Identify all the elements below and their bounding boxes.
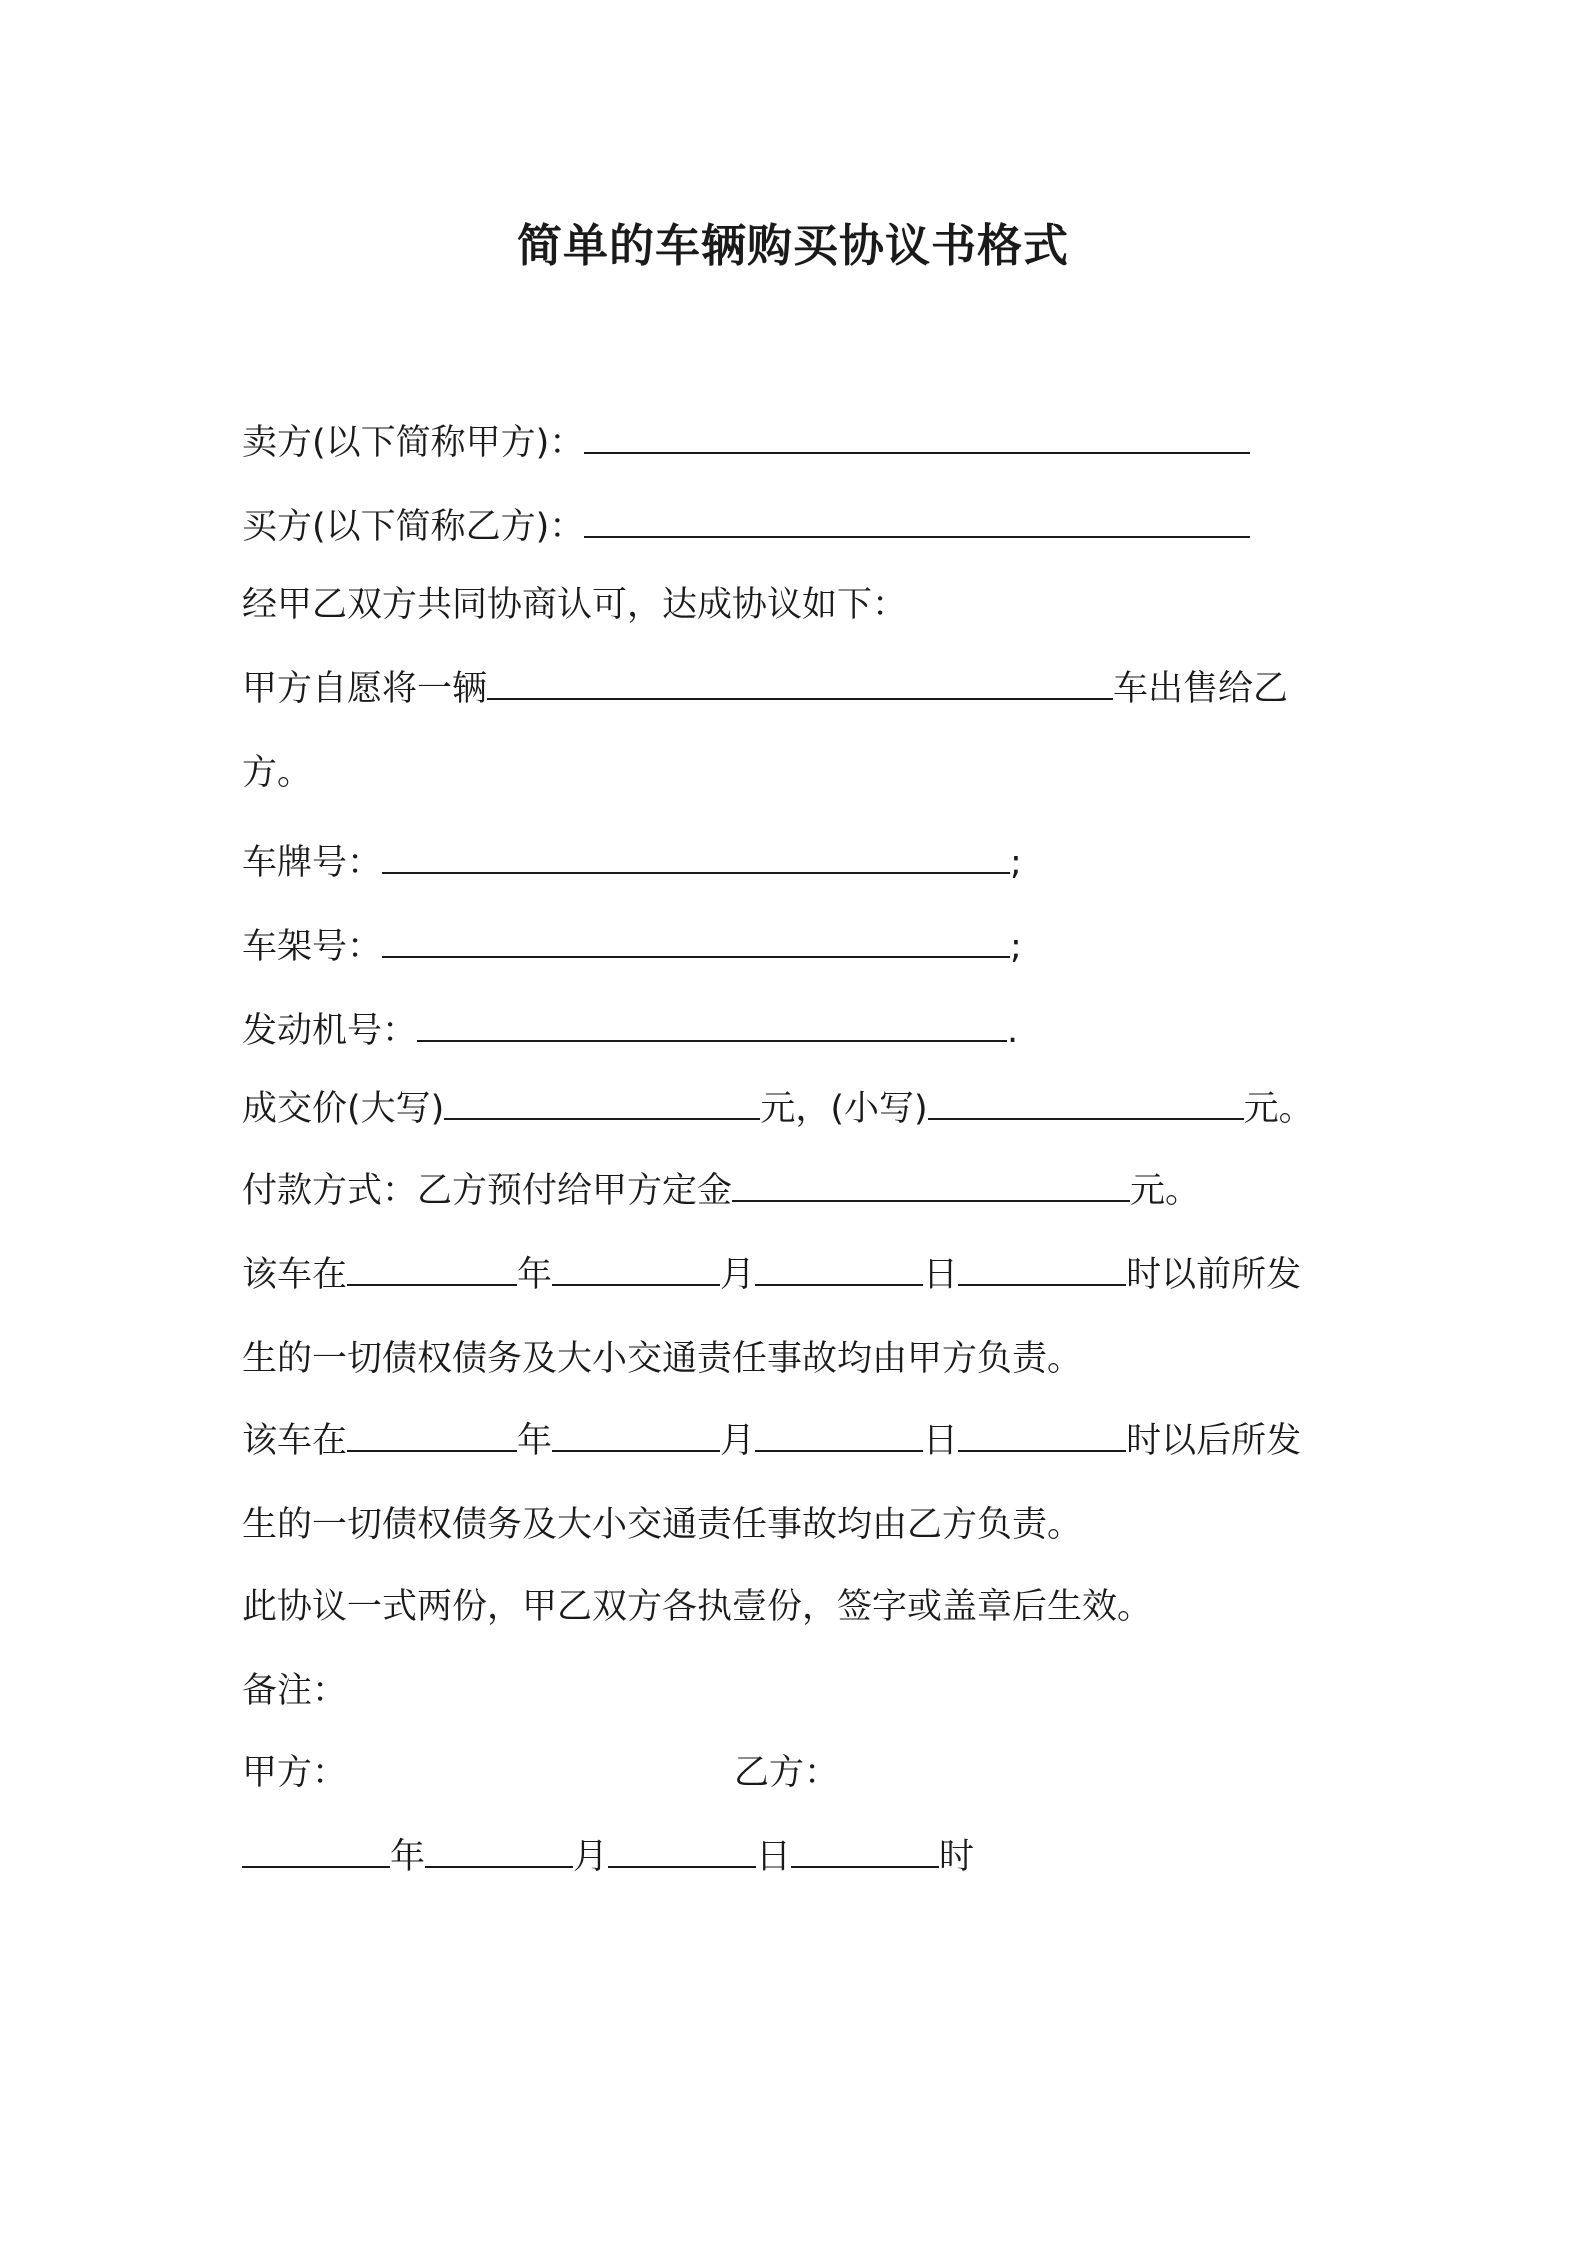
party-b-label: 乙方：	[734, 1753, 840, 1793]
before-day-blank[interactable]	[755, 1250, 923, 1286]
price-upper-blank[interactable]	[444, 1084, 760, 1120]
payment-end: 元。	[1130, 1171, 1201, 1211]
before-line	[242, 1250, 1301, 1300]
sign-day-blank[interactable]	[608, 1832, 756, 1868]
day-label: 日	[756, 1837, 792, 1877]
plate-blank[interactable]	[382, 838, 1010, 874]
price-lower-blank[interactable]	[928, 1084, 1244, 1120]
day-label: 日	[923, 1421, 959, 1461]
party-a-label: 甲方：	[242, 1753, 348, 1793]
after-suffix: 时以后所发	[1126, 1421, 1302, 1461]
before-year-blank[interactable]	[347, 1250, 517, 1286]
month-label: 月	[573, 1837, 609, 1877]
sale-prefix: 甲方自愿将一辆	[242, 669, 488, 709]
sign-month-blank[interactable]	[425, 1832, 573, 1868]
after-year-blank[interactable]	[347, 1416, 517, 1452]
payment-line	[242, 1166, 1200, 1216]
year-label: 年	[390, 1837, 426, 1877]
frame-blank[interactable]	[382, 922, 1010, 958]
sale-suffix: 车出售给乙	[1113, 669, 1289, 709]
year-label: 年	[517, 1421, 553, 1461]
engine-end: .	[1007, 1011, 1019, 1051]
deposit-blank[interactable]	[732, 1166, 1130, 1202]
price-end: 元。	[1243, 1089, 1314, 1129]
sign-year-blank[interactable]	[242, 1832, 390, 1868]
frame-end: ;	[1010, 927, 1022, 967]
copies-clause: 此协议一式两份，甲乙双方各执壹份，签字或盖章后生效。	[242, 1587, 1153, 1627]
after-wrap: 生的一切债权债务及大小交通责任事故均由乙方负责。	[242, 1505, 1083, 1545]
buyer-blank[interactable]	[584, 502, 1250, 538]
before-suffix: 时以前所发	[1126, 1255, 1302, 1295]
engine-label: 发动机号：	[242, 1011, 418, 1051]
price-mid: 元，(小写)	[760, 1089, 928, 1129]
document-title: 简单的车辆购买协议书格式	[516, 219, 1069, 272]
before-month-blank[interactable]	[552, 1250, 720, 1286]
hour-label: 时	[939, 1837, 975, 1877]
seller-label: 卖方(以下简称甲方)：	[242, 423, 585, 463]
month-label: 月	[720, 1421, 756, 1461]
before-prefix: 该车在	[242, 1255, 348, 1295]
remarks-label: 备注：	[242, 1671, 348, 1711]
engine-line	[242, 1006, 1018, 1056]
frame-line	[242, 922, 1022, 972]
engine-blank[interactable]	[417, 1006, 1007, 1042]
after-prefix: 该车在	[242, 1421, 348, 1461]
vehicle-blank[interactable]	[487, 664, 1113, 700]
after-day-blank[interactable]	[755, 1416, 923, 1452]
before-hour-blank[interactable]	[958, 1250, 1126, 1286]
agreement-intro: 经甲乙双方共同协商认可，达成协议如下：	[242, 585, 908, 625]
after-month-blank[interactable]	[552, 1416, 720, 1452]
after-line	[242, 1416, 1301, 1466]
buyer-line	[242, 502, 1250, 552]
day-label: 日	[923, 1255, 959, 1295]
price-line	[242, 1084, 1314, 1134]
sale-line	[242, 664, 1288, 714]
year-label: 年	[517, 1255, 553, 1295]
buyer-label: 买方(以下简称乙方)：	[242, 507, 585, 547]
plate-label: 车牌号：	[242, 843, 383, 883]
sale-wrap: 方。	[242, 753, 313, 793]
before-wrap: 生的一切债权债务及大小交通责任事故均由甲方负责。	[242, 1339, 1083, 1379]
sign-hour-blank[interactable]	[791, 1832, 939, 1868]
payment-label: 付款方式：乙方预付给甲方定金	[242, 1171, 733, 1211]
plate-end: ;	[1010, 843, 1022, 883]
seller-line	[242, 418, 1250, 468]
after-hour-blank[interactable]	[958, 1416, 1126, 1452]
month-label: 月	[720, 1255, 756, 1295]
seller-blank[interactable]	[584, 418, 1250, 454]
frame-label: 车架号：	[242, 927, 383, 967]
signing-date-line	[242, 1832, 974, 1882]
plate-line	[242, 838, 1022, 888]
price-upper-label: 成交价(大写)	[242, 1089, 445, 1129]
